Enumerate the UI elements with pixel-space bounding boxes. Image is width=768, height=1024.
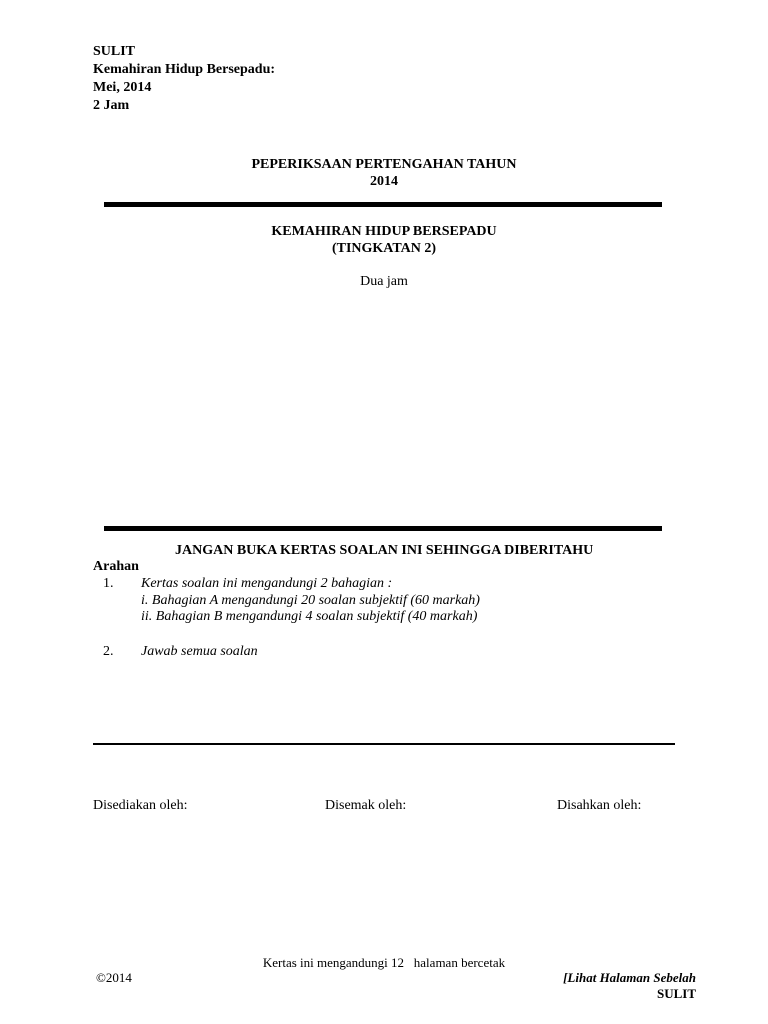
- instruction-1-text: Kertas soalan ini mengandungi 2 bahagian :: [141, 576, 393, 591]
- signature-prepared-by: Disediakan oleh:: [93, 798, 188, 813]
- footer-next-page: [Lihat Halaman Sebelah: [563, 970, 696, 985]
- exam-year: 2014: [370, 174, 398, 189]
- exam-title: PEPERIKSAAN PERTENGAHAN TAHUN: [251, 157, 517, 172]
- instruction-2-text: Jawab semua soalan: [141, 644, 258, 659]
- middle-thick-rule: [104, 526, 662, 531]
- instruction-1-sub-a: i. Bahagian A mengandungi 20 soalan subjektif (60 markah): [141, 593, 480, 608]
- exam-duration: Dua jam: [360, 274, 408, 289]
- header-duration: 2 Jam: [93, 98, 130, 113]
- instruction-2-number: 2.: [103, 644, 114, 659]
- footer-copyright: ©2014: [96, 970, 132, 985]
- document-header: [93, 43, 275, 115]
- top-thick-rule: [104, 202, 662, 207]
- warning-text: JANGAN BUKA KERTAS SOALAN INI SEHINGGA DIBERITAHU: [175, 543, 594, 558]
- header-date: Mei, 2014: [93, 80, 152, 95]
- exam-subject: KEMAHIRAN HIDUP BERSEPADU: [271, 224, 497, 239]
- instruction-1-sub-b: ii. Bahagian B mengandungi 4 soalan subjektif (40 markah): [141, 609, 478, 624]
- header-sulit: SULIT: [93, 44, 136, 59]
- instructions-heading: Arahan: [93, 559, 139, 574]
- signature-rule: [93, 743, 675, 745]
- exam-level: (TINGKATAN 2): [331, 241, 437, 256]
- signature-approved-by: Disahkan oleh:: [557, 798, 642, 813]
- instruction-1-number: 1.: [103, 576, 114, 591]
- signature-checked-by: Disemak oleh:: [325, 798, 407, 813]
- header-subject: Kemahiran Hidup Bersepadu:: [93, 62, 276, 77]
- footer-sulit: SULIT: [656, 986, 696, 1001]
- footer-pages-note: Kertas ini mengandungi 12 halaman bercetak: [262, 955, 506, 970]
